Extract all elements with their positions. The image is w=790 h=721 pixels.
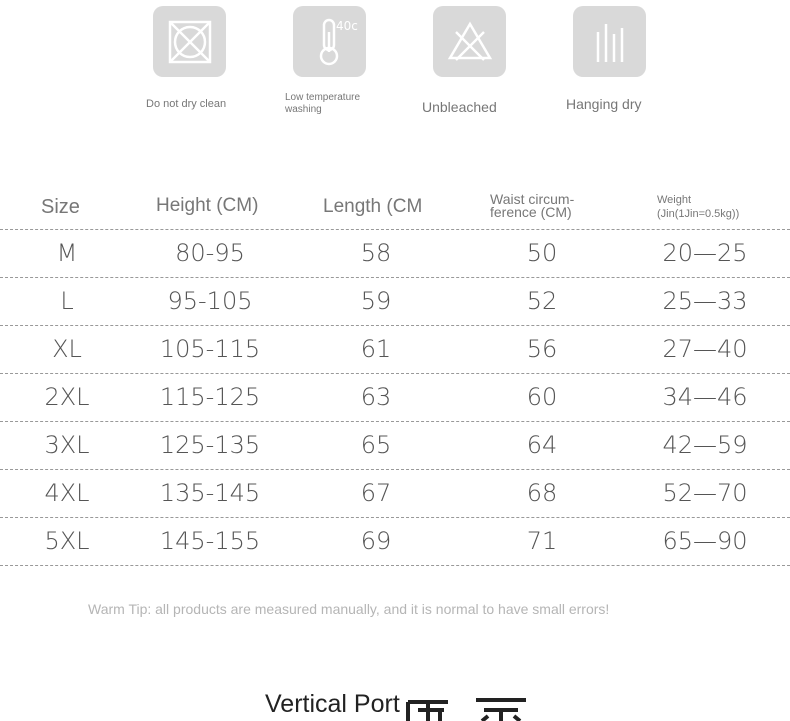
cell-weight: 65—90 [662,527,748,555]
footer-title: Vertical Port [265,690,400,718]
header-height: Height (CM) [156,195,259,216]
cell-waist: 71 [526,527,558,555]
header-waist-line2: ference (CM) [490,204,572,220]
cell-height: 80-95 [175,239,245,267]
cell-size: 4XL [44,479,90,507]
cell-waist: 56 [526,335,558,363]
no-dry-clean-icon [153,6,226,77]
cell-weight: 20—25 [662,239,748,267]
hang-dry-icon [573,6,646,77]
table-row [0,325,790,373]
no-dry-clean-icon-graphic [162,14,218,70]
cell-waist: 64 [526,431,558,459]
header-weight-line1: Weight [657,194,692,206]
cell-weight: 27—40 [662,335,748,363]
care-label-low-temp-washing [285,92,360,116]
cell-height: 95-105 [167,287,253,315]
cell-weight: 25—33 [662,287,748,315]
cell-height: 145-155 [159,527,261,555]
thermometer-icon [293,6,366,77]
cell-length: 58 [360,239,392,267]
care-label-low-temp-line1: Low temperature [285,92,361,103]
care-label-hanging-dry: Hanging dry [566,96,642,112]
footer-product-edge [276,714,356,721]
table-row [0,421,790,469]
cell-size: M [56,239,78,267]
cell-height: 135-145 [159,479,261,507]
footer-heading-graphic [404,692,534,721]
cell-length: 69 [360,527,392,555]
cell-length: 67 [360,479,392,507]
cell-size: 3XL [44,431,90,459]
cell-length: 63 [360,383,392,411]
thermometer-icon-graphic [300,12,360,72]
no-bleach-icon-graphic [442,14,498,70]
footer-heading-graphic-svg [404,692,534,721]
cell-waist: 50 [526,239,558,267]
table-row [0,517,790,565]
cell-size: XL [52,335,82,363]
header-weight-line2: (Jin(1Jin=0.5kg)) [657,208,740,220]
cell-weight: 52—70 [662,479,748,507]
care-label-no-dry-clean: Do not dry clean [146,98,227,110]
hang-dry-icon-graphic [582,14,638,70]
table-row [0,229,790,277]
warm-tip: Warm Tip: all products are measured manually, and it is normal to have small errors! [88,601,610,617]
care-label-low-temp-line2: washing [285,104,322,115]
table-row [0,469,790,517]
cell-length: 65 [360,431,392,459]
care-label-unbleached: Unbleached [422,99,497,115]
cell-weight: 34—46 [662,383,748,411]
header-size: Size [41,196,80,218]
cell-size: L [60,287,74,315]
cell-height: 105-115 [159,335,261,363]
cell-waist: 60 [526,383,558,411]
cell-size: 2XL [44,383,90,411]
header-waist [490,193,574,219]
header-waist-line1: Waist circum- [490,191,575,207]
temperature-label: 40c [335,18,358,33]
cell-height: 115-125 [159,383,261,411]
table-row [0,373,790,421]
table-row [0,277,790,325]
cell-waist: 52 [526,287,558,315]
cell-size: 5XL [44,527,90,555]
cell-waist: 68 [526,479,558,507]
cell-length: 61 [360,335,392,363]
header-weight [657,193,739,221]
table-bottom-border [0,565,790,566]
cell-length: 59 [360,287,392,315]
cell-height: 125-135 [159,431,261,459]
no-bleach-icon [433,6,506,77]
header-length: Length (CM [323,196,423,217]
cell-weight: 42—59 [662,431,748,459]
